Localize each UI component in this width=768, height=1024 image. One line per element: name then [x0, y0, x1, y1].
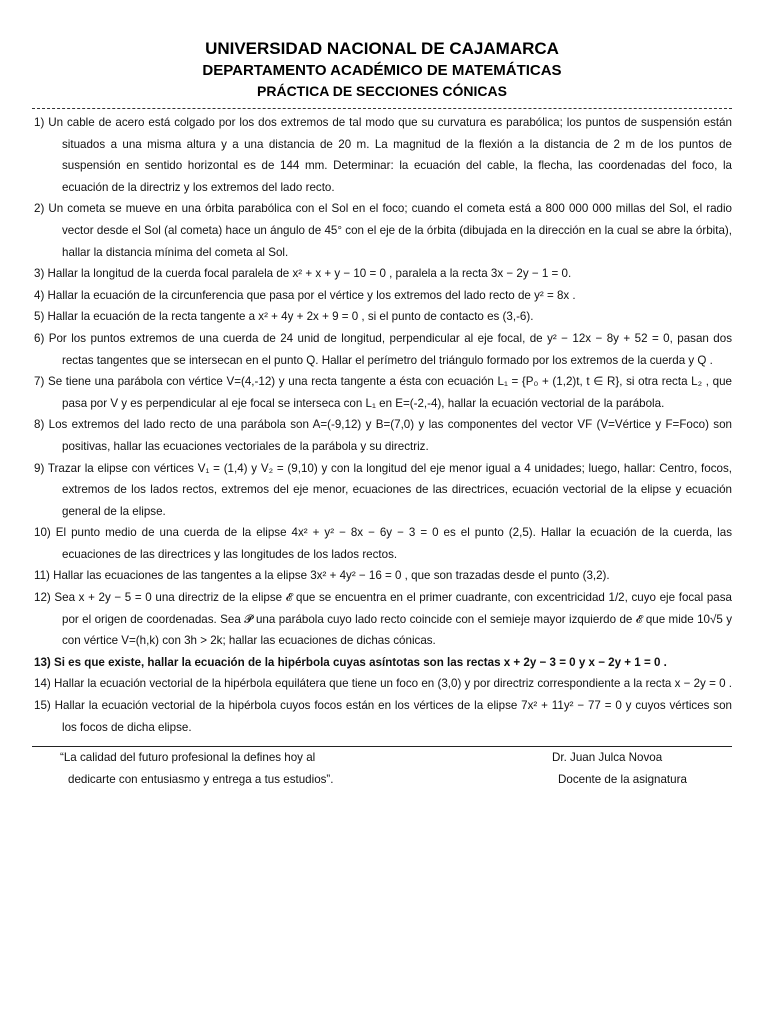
problem-list — [32, 112, 732, 738]
quote-line-2: dedicarte con entusiasmo y entrega a tus estudios”. — [68, 773, 334, 787]
footer — [32, 747, 732, 807]
problem-10: 10) El punto medio de una cuerda de la elipse 4x² + y² − 8x − 6y − 3 = 0 es el punto (2,5). Hallar la ecuación de la cuerda, las ecuaciones de las directrices y las longitudes de los lados rectos. — [34, 526, 732, 561]
problem-2: 2) Un cometa se mueve en una órbita parabólica con el Sol en el foco; cuando el cometa está a 800 000 000 millas del Sol, el radio vector desde el Sol (al cometa) hace un ángulo de 45° con el eje de la órbita (dibujada en la dirección en la cual se abre la órbita), hallar la distancia mínima del cometa al Sol. — [34, 202, 732, 259]
problem-9: 9) Trazar la elipse con vértices V₁ = (1,4) y V₂ = (9,10) y con la longitud del eje menor igual a 4 unidades; luego, hallar: Centro, focos, extremos de los lados rectos, extremos del eje menor, ecuaciones de las directrices, ecuación vectorial de la elipse y ecuación general de la elipse. — [34, 461, 732, 518]
problem-14: 14) Hallar la ecuación vectorial de la hipérbola equilátera que tiene un foco en (3,0) y por directriz correspondiente a la recta x − 2y = 0 . — [34, 677, 732, 691]
teacher-role: Docente de la asignatura — [558, 773, 687, 787]
teacher-name: Dr. Juan Julca Novoa — [552, 751, 663, 765]
problem-15: 15) Hallar la ecuación vectorial de la hipérbola cuyos focos están en los vértices de la elipse 7x² + 11y² − 77 = 0 y cuyos vértices son los focos de dicha elipse. — [34, 699, 732, 734]
dashed-divider — [32, 108, 732, 109]
quote-line-1: “La calidad del futuro profesional la defines hoy al — [60, 751, 316, 765]
problem-12: 12) Sea x + 2y − 5 = 0 una directriz de la elipse 𝓔 que se encuentra en el primer cuadrante, con excentricidad 1/2, cuyo eje focal pasa por el origen de coordenadas. Sea 𝓟 una parábola cuyo lado recto coincide con el semieje mayor izquierdo de 𝓔 que mide 10√5 y con vértice V=(h,k) con 3h > 2k; hallar las ecuaciones de dichas cónicas. — [34, 591, 732, 648]
practice-title: PRÁCTICA DE SECCIONES CÓNICAS — [257, 83, 507, 99]
problem-13: 13) Si es que existe, hallar la ecuación de la hipérbola cuyas asíntotas son las rectas x + 2y − 3 = 0 y x − 2y + 1 = 0 . — [34, 655, 667, 669]
department-title: DEPARTAMENTO ACADÉMICO DE MATEMÁTICAS — [202, 62, 562, 79]
problem-7: 7) Se tiene una parábola con vértice V=(4,-12) y una recta tangente a ésta con ecuación L₁ = {P₀ + (1,2)t, t ∈ R}, si otra recta L₂ , que pasa por V y es perpendicular al eje focal se interseca con L₁ en E=(-2,-4), hallar la ecuación vectorial de la parábola. — [34, 375, 732, 410]
problem-11: 11) Hallar las ecuaciones de las tangentes a la elipse 3x² + 4y² − 16 = 0 , que son trazadas desde el punto (3,2). — [34, 569, 610, 583]
problem-6: 6) Por los puntos extremos de una cuerda de 24 unid de longitud, perpendicular al eje focal, de y² − 12x − 8y + 52 = 0, pasan dos rectas tangentes que se intersecan en el punto Q. Hallar el perímetro del triángulo formado por los extremos de la cuerda y Q . — [34, 331, 732, 367]
problem-5: 5) Hallar la ecuación de la recta tangente a x² + 4y + 2x + 9 = 0 , si el punto de contacto es (3,-6). — [34, 310, 534, 324]
problem-8: 8) Los extremos del lado recto de una parábola son A=(-9,12) y B=(7,0) y las componentes del vector VF (V=Vértice y F=Foco) son positivas, hallar las ecuaciones vectoriales de la parábola y su directriz. — [34, 418, 732, 453]
problem-3: 3) Hallar la longitud de la cuerda focal paralela de x² + x + y − 10 = 0 , paralela a la recta 3x − 2y − 1 = 0. — [34, 267, 572, 281]
problem-4: 4) Hallar la ecuación de la circunferencia que pasa por el vértice y los extremos del lado recto de y² = 8x . — [34, 288, 576, 302]
university-title: UNIVERSIDAD NACIONAL DE CAJAMARCA — [205, 39, 559, 58]
problem-1: 1) Un cable de acero está colgado por los dos extremos de tal modo que su curvatura es parabólica; los puntos de suspensión están situados a una misma altura y a una distancia de 20 m. La magnitud de la flexión a la distancia de 2 m de los puntos de suspensión en sentido horizontal es de 144 mm. Determinar: la ecuación del cable, la flecha, las coordenadas del foco, la ecuación de la directriz y los extremos del lado recto. — [34, 116, 732, 194]
